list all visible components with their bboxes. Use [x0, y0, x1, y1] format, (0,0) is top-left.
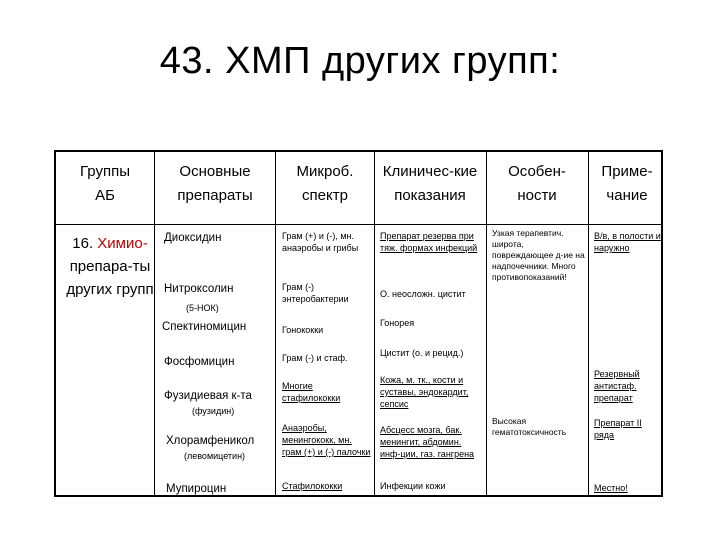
note-chloramphenicol: Препарат II ряда [594, 418, 642, 440]
drug-chloramphenicol: Хлорамфеникол [166, 435, 255, 447]
indication-mupirocin: Инфекции кожи [380, 481, 446, 491]
spectrum-fusidic: Многие стафилококки [282, 381, 341, 403]
header-drugs: Основные препараты [177, 163, 253, 204]
drug-fosfomycin: Фосфомицин [164, 356, 235, 368]
spectrum-mupirocin: Стафилококки [282, 481, 343, 491]
column-divider [154, 152, 155, 495]
feature-dioxidin: Узкая терапевтич. широта, повреждающее д-ие на надпочечники. Много противопоказаний! [492, 228, 585, 282]
drug-nitroxolin: Нитроксолин [164, 283, 234, 295]
indication-fusidic: Кожа, м. тк., кости и суставы, эндокардит, сепсис [380, 375, 469, 409]
drug-fusidic: Фузидиевая к-та [164, 390, 252, 402]
spectrum-chloramphenicol: Анаэробы, менингококк, мн. грам (+) и (-) палочки [282, 423, 371, 457]
note-fusidic: Резервный антистаф. препарат [594, 369, 640, 403]
note-mupirocin: Местно! [594, 483, 628, 493]
drug-nitroxolin-note: (5-НОК) [186, 303, 219, 313]
group-name-rest: препара-ты других групп [66, 258, 154, 298]
spectrum-nitroxolin: Грам (-) энтеробактерии [282, 282, 349, 304]
header-groups: Группы АБ [80, 163, 130, 204]
column-divider [588, 152, 589, 495]
indication-nitroxolin: О. неосложн. цистит [380, 289, 466, 299]
indication-dioxidin: Препарат резерва при тяж. формах инфекций [380, 231, 478, 253]
spectrum-spectinomycin: Гонококки [282, 325, 324, 335]
group-label [60, 232, 160, 301]
page-title: 43. ХМП других групп: [159, 40, 561, 82]
header-indications: Клиничес-кие показания [382, 163, 478, 204]
drug-fusidic-note: (фузидин) [192, 406, 235, 416]
drug-mupirocin: Мупироцин [166, 483, 227, 495]
drug-chloramphenicol-note: (левомицетин) [184, 451, 246, 461]
note-dioxidin: В/в, в полости и наружно [594, 231, 661, 253]
header-divider [56, 224, 661, 225]
feature-chloramphenicol: Высокая гематотоксичность [492, 416, 567, 437]
drug-spectinomycin: Спектиномицин [162, 321, 247, 333]
indication-spectinomycin: Гонорея [380, 318, 415, 328]
drug-dioxidin: Диоксидин [164, 232, 222, 244]
indication-fosfomycin: Цистит (о. и рецид.) [380, 348, 464, 358]
group-number: 16. [72, 235, 94, 252]
drug-table [54, 150, 663, 497]
column-divider [374, 152, 375, 495]
group-name-part1: Химио- [97, 235, 148, 252]
header-features: Особен-ности [508, 163, 566, 204]
header-notes: Приме-чание [601, 163, 653, 204]
spectrum-dioxidin: Грам (+) и (-), мн. анаэробы и грибы [282, 231, 359, 253]
spectrum-fosfomycin: Грам (-) и стаф. [282, 353, 348, 363]
column-divider [275, 152, 276, 495]
header-spectrum: Микроб. спектр [296, 163, 354, 204]
column-divider [486, 152, 487, 495]
indication-chloramphenicol: Абсцесс мозга, бак. менингит, абдомин. инф-ции, газ. гангрена [380, 425, 475, 459]
